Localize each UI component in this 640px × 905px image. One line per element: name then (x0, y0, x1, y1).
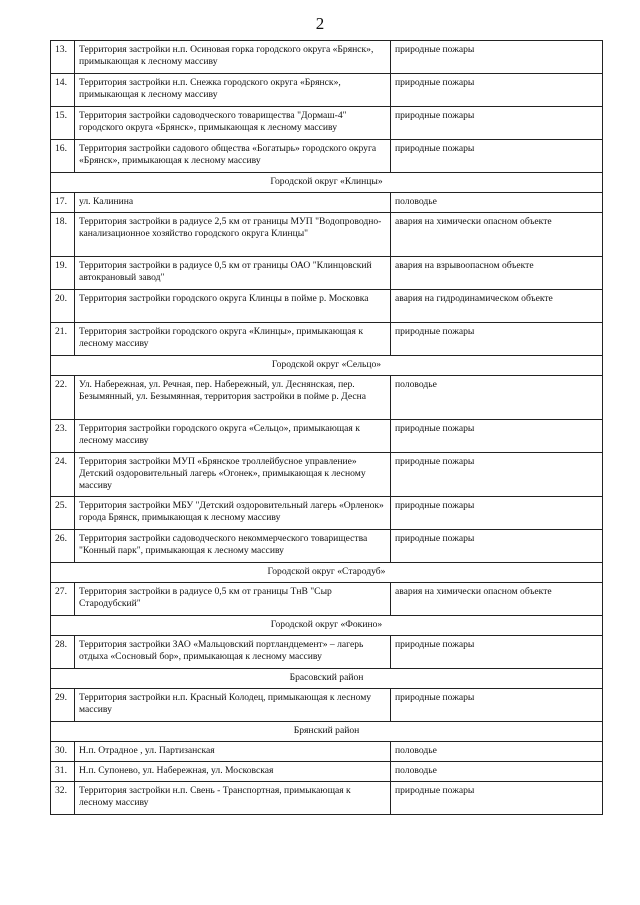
section-header-row (51, 173, 603, 193)
table-row (51, 782, 603, 815)
row-number: 14. (51, 74, 75, 107)
table-row (51, 290, 603, 323)
row-number: 17. (51, 193, 75, 213)
territory-cell: Территория застройки н.п. Красный Колодец, примыкающая к лесному массиву (75, 689, 391, 722)
risk-cell: природные пожары (391, 74, 603, 107)
territory-cell: ул. Калинина (75, 193, 391, 213)
table-row (51, 193, 603, 213)
territory-cell: Территория застройки в радиусе 2,5 км от границы МУП "Водопроводно-канализационное хозяйство городского округа Клинцы" (75, 213, 391, 257)
risk-cell: природные пожары (391, 689, 603, 722)
risk-cell: половодье (391, 193, 603, 213)
row-number: 16. (51, 140, 75, 173)
section-title: Городской округ «Клинцы» (51, 173, 603, 193)
table-row (51, 257, 603, 290)
table-row (51, 497, 603, 530)
row-number: 13. (51, 41, 75, 74)
section-title: Брасовский район (51, 669, 603, 689)
risk-cell: природные пожары (391, 323, 603, 356)
territory-cell: Территория застройки в радиусе 0,5 км от границы ТнВ "Сыр Стародубский" (75, 583, 391, 616)
section-header-row (51, 616, 603, 636)
row-number: 22. (51, 376, 75, 420)
territory-cell: Территория застройки городского округа «Сельцо», примыкающая к лесному массиву (75, 420, 391, 453)
table-row (51, 323, 603, 356)
row-number: 28. (51, 636, 75, 669)
row-number: 29. (51, 689, 75, 722)
section-title: Городской округ «Сельцо» (51, 356, 603, 376)
row-number: 30. (51, 742, 75, 762)
row-number: 20. (51, 290, 75, 323)
row-number: 25. (51, 497, 75, 530)
row-number: 24. (51, 453, 75, 497)
risk-cell: авария на взрывоопасном объекте (391, 257, 603, 290)
section-header-row (51, 356, 603, 376)
territory-cell: Территория застройки н.п. Снежка городского округа «Брянск», примыкающая к лесному массиву (75, 74, 391, 107)
territory-table-body (51, 41, 603, 815)
row-number: 23. (51, 420, 75, 453)
row-number: 27. (51, 583, 75, 616)
territory-cell: Территория застройки н.п. Свень - Транспортная, примыкающая к лесному массиву (75, 782, 391, 815)
risk-cell: природные пожары (391, 453, 603, 497)
table-row (51, 530, 603, 563)
territory-cell: Территория застройки в радиусе 0,5 км от границы ОАО "Клинцовский автокрановый завод" (75, 257, 391, 290)
risk-cell: половодье (391, 762, 603, 782)
table-row (51, 742, 603, 762)
table-row (51, 453, 603, 497)
risk-cell: природные пожары (391, 107, 603, 140)
table-row (51, 762, 603, 782)
risk-cell: природные пожары (391, 41, 603, 74)
territory-cell: Н.п. Супонево, ул. Набережная, ул. Московская (75, 762, 391, 782)
territory-cell: Территория застройки н.п. Осиновая горка городского округа «Брянск», примыкающая к лесному массиву (75, 41, 391, 74)
section-header-row (51, 563, 603, 583)
row-number: 19. (51, 257, 75, 290)
risk-cell: природные пожары (391, 782, 603, 815)
table-row (51, 41, 603, 74)
table-row (51, 213, 603, 257)
row-number: 18. (51, 213, 75, 257)
table-row (51, 107, 603, 140)
territory-cell: Ул. Набережная, ул. Речная, пер. Набережный, ул. Деснянская, пер. Безымянный, ул. Безымянная, территория застройки в пойме р. Десна (75, 376, 391, 420)
table-row (51, 376, 603, 420)
territory-cell: Территория застройки МБУ "Детский оздоровительный лагерь «Орленок» города Брянск, примыкающая к лесному массиву (75, 497, 391, 530)
risk-cell: авария на химически опасном объекте (391, 213, 603, 257)
territory-cell: Территория застройки садоводческого некоммерческого товарищества "Конный парк", примыкающая к лесному массиву (75, 530, 391, 563)
territory-cell: Территория застройки городского округа Клинцы в пойме р. Московка (75, 290, 391, 323)
risk-cell: природные пожары (391, 497, 603, 530)
table-row (51, 140, 603, 173)
territory-cell: Территория застройки городского округа «Клинцы», примыкающая к лесному массиву (75, 323, 391, 356)
table-row (51, 689, 603, 722)
risk-cell: половодье (391, 742, 603, 762)
risk-cell: авария на гидродинамическом объекте (391, 290, 603, 323)
risk-cell: половодье (391, 376, 603, 420)
territory-cell: Территория застройки садового общества «Богатырь» городского округа «Брянск», примыкающая к лесному массиву (75, 140, 391, 173)
row-number: 31. (51, 762, 75, 782)
territory-cell: Территория застройки МУП «Брянское троллейбусное управление» Детский оздоровительный лагерь «Огонек», примыкающая к лесному массиву (75, 453, 391, 497)
section-header-row (51, 722, 603, 742)
table-row (51, 636, 603, 669)
row-number: 32. (51, 782, 75, 815)
table-row (51, 583, 603, 616)
risk-cell: природные пожары (391, 636, 603, 669)
table-row (51, 420, 603, 453)
row-number: 21. (51, 323, 75, 356)
risk-cell: природные пожары (391, 140, 603, 173)
section-title: Городской округ «Фокино» (51, 616, 603, 636)
section-title: Городской округ «Стародуб» (51, 563, 603, 583)
territory-cell: Территория застройки ЗАО «Мальцовский портландцемент» – лагерь отдыха «Сосновый бор», примыкающая к лесному массиву (75, 636, 391, 669)
section-title: Брянский район (51, 722, 603, 742)
risk-cell: авария на химически опасном объекте (391, 583, 603, 616)
risk-cell: природные пожары (391, 420, 603, 453)
table-row (51, 74, 603, 107)
territory-cell: Н.п. Отрадное , ул. Партизанская (75, 742, 391, 762)
territory-table (50, 40, 603, 815)
risk-cell: природные пожары (391, 530, 603, 563)
row-number: 15. (51, 107, 75, 140)
section-header-row (51, 669, 603, 689)
page-number: 2 (315, 14, 325, 33)
territory-cell: Территория застройки садоводческого товарищества "Дормаш-4" городского округа «Брянск», примыкающая к лесному массиву (75, 107, 391, 140)
row-number: 26. (51, 530, 75, 563)
